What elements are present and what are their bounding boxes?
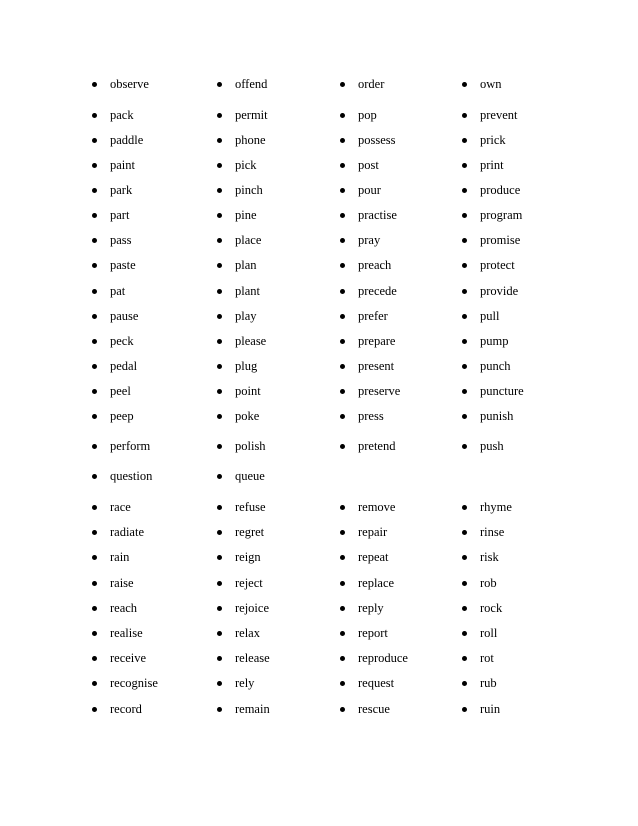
word-label: question [110,469,153,483]
word-label: pass [110,233,132,247]
word-label: pat [110,284,126,298]
word-label: remove [358,500,396,514]
bullet-icon [217,474,222,479]
bullet-icon [462,138,467,143]
bullet-icon [217,656,222,661]
word-label: practise [358,208,397,222]
word-label: please [235,334,267,348]
bullet-icon [462,681,467,686]
bullet-icon [92,530,97,535]
bullet-icon [462,707,467,712]
word-label: replace [358,576,395,590]
bullet-icon [92,263,97,268]
word-label: recognise [110,676,158,690]
bullet-icon [462,555,467,560]
bullet-icon [92,414,97,419]
word-label: post [358,158,379,172]
bullet-icon [217,707,222,712]
bullet-icon [217,339,222,344]
word-label: offend [235,77,268,91]
bullet-icon [340,263,345,268]
bullet-icon [462,581,467,586]
word-label: repeat [358,550,389,564]
word-label: reproduce [358,651,408,665]
word-label: report [358,626,388,640]
word-label: ruin [480,702,501,716]
bullet-icon [217,631,222,636]
bullet-icon [340,606,345,611]
bullet-icon [217,163,222,168]
bullet-icon [340,238,345,243]
bullet-icon [340,113,345,118]
bullet-icon [462,364,467,369]
bullet-icon [462,113,467,118]
bullet-icon [340,339,345,344]
word-label: pump [480,334,509,348]
word-label: peck [110,334,134,348]
bullet-icon [92,681,97,686]
word-label: rub [480,676,497,690]
bullet-icon [340,188,345,193]
bullet-icon [340,289,345,294]
word-label: reign [235,550,261,564]
bullet-icon [340,444,345,449]
word-label: provide [480,284,519,298]
bullet-icon [462,530,467,535]
bullet-icon [217,530,222,535]
word-label: rob [480,576,497,590]
word-label: pack [110,108,134,122]
word-label: request [358,676,395,690]
word-label: receive [110,651,147,665]
bullet-icon [217,581,222,586]
word-label: point [235,384,261,398]
bullet-icon [340,530,345,535]
bullet-icon [462,314,467,319]
bullet-icon [217,364,222,369]
bullet-icon [340,555,345,560]
bullet-icon [462,656,467,661]
bullet-icon [462,389,467,394]
bullet-icon [217,213,222,218]
word-label: pull [480,309,500,323]
bullet-icon [340,681,345,686]
bullet-icon [92,238,97,243]
word-label: rinse [480,525,505,539]
word-label: rock [480,601,503,615]
bullet-icon [217,414,222,419]
bullet-icon [92,163,97,168]
bullet-icon [217,314,222,319]
bullet-icon [340,414,345,419]
word-label: pretend [358,439,396,453]
bullet-icon [92,444,97,449]
bullet-icon [92,505,97,510]
bullet-icon [217,681,222,686]
bullet-icon [340,163,345,168]
word-label: record [110,702,142,716]
bullet-icon [340,314,345,319]
word-label: release [235,651,270,665]
bullet-icon [462,163,467,168]
word-label: permit [235,108,268,122]
word-label: realise [110,626,143,640]
word-label: play [235,309,257,323]
bullet-icon [92,188,97,193]
bullet-icon [217,606,222,611]
bullet-icon [217,389,222,394]
bullet-icon [217,238,222,243]
word-label: refuse [235,500,266,514]
bullet-icon [92,213,97,218]
word-label: produce [480,183,521,197]
bullet-icon [92,364,97,369]
bullet-icon [217,555,222,560]
bullet-icon [462,631,467,636]
word-label: prefer [358,309,388,323]
bullet-icon [92,82,97,87]
bullet-icon [340,631,345,636]
bullet-icon [340,364,345,369]
word-label: radiate [110,525,145,539]
bullet-icon [462,339,467,344]
word-label: precede [358,284,397,298]
bullet-icon [92,581,97,586]
bullet-icon [92,707,97,712]
word-label: roll [480,626,498,640]
word-label: place [235,233,262,247]
bullet-icon [462,444,467,449]
bullet-icon [340,656,345,661]
word-label: plug [235,359,258,373]
bullet-icon [92,656,97,661]
word-label: push [480,439,504,453]
word-label: observe [110,77,149,91]
bullet-icon [340,581,345,586]
word-label: program [480,208,523,222]
word-label: order [358,77,385,91]
word-label: pedal [110,359,138,373]
word-label: puncture [480,384,524,398]
word-label: punish [480,409,514,423]
word-label: part [110,208,130,222]
word-label: repair [358,525,388,539]
word-label: reach [110,601,138,615]
word-label: remain [235,702,270,716]
word-label: rely [235,676,255,690]
bullet-icon [92,606,97,611]
word-label: prevent [480,108,518,122]
bullet-icon [462,606,467,611]
bullet-icon [217,263,222,268]
bullet-icon [340,389,345,394]
word-label: present [358,359,395,373]
word-label: phone [235,133,266,147]
bullet-icon [462,414,467,419]
word-label: queue [235,469,265,483]
bullet-icon [92,389,97,394]
word-label: print [480,158,504,172]
word-label: paste [110,258,136,272]
word-label: rhyme [480,500,512,514]
word-label: punch [480,359,511,373]
bullet-icon [92,474,97,479]
bullet-icon [92,314,97,319]
bullet-icon [217,444,222,449]
bullet-icon [92,138,97,143]
word-label: pray [358,233,381,247]
word-label: perform [110,439,151,453]
word-label: reject [235,576,263,590]
bullet-icon [92,339,97,344]
word-label: peel [110,384,131,398]
word-label: rejoice [235,601,270,615]
word-label: peep [110,409,134,423]
bullet-icon [217,505,222,510]
word-label: risk [480,550,499,564]
word-label: raise [110,576,134,590]
word-label: relax [235,626,260,640]
bullet-icon [462,263,467,268]
word-label: rescue [358,702,390,716]
bullet-icon [217,82,222,87]
word-label: promise [480,233,521,247]
word-label: own [480,77,502,91]
word-label: rot [480,651,494,665]
word-label: pick [235,158,257,172]
word-label: possess [358,133,396,147]
word-label: paint [110,158,135,172]
bullet-icon [462,238,467,243]
bullet-icon [340,213,345,218]
bullet-icon [92,113,97,118]
bullet-icon [340,138,345,143]
bullet-icon [462,82,467,87]
bullet-icon [340,505,345,510]
word-label: paddle [110,133,144,147]
word-label: pause [110,309,139,323]
bullet-icon [340,82,345,87]
bullet-icon [462,505,467,510]
word-label: protect [480,258,515,272]
word-label: polish [235,439,266,453]
bullet-icon [462,188,467,193]
word-label: pine [235,208,257,222]
word-label: pop [358,108,377,122]
word-label: race [110,500,131,514]
word-label: regret [235,525,265,539]
word-label: preach [358,258,392,272]
bullet-icon [217,289,222,294]
word-label: plant [235,284,260,298]
word-label: press [358,409,384,423]
word-label: park [110,183,133,197]
word-label: plan [235,258,257,272]
word-label: prick [480,133,506,147]
word-label: pour [358,183,381,197]
bullet-icon [217,113,222,118]
word-label: rain [110,550,130,564]
word-label: preserve [358,384,401,398]
bullet-icon [462,213,467,218]
word-label: pinch [235,183,263,197]
bullet-icon [217,138,222,143]
bullet-icon [92,555,97,560]
word-label: reply [358,601,384,615]
word-label: poke [235,409,260,423]
bullet-icon [92,289,97,294]
bullet-icon [462,289,467,294]
bullet-icon [217,188,222,193]
bullet-icon [92,631,97,636]
word-label: prepare [358,334,396,348]
bullet-icon [340,707,345,712]
